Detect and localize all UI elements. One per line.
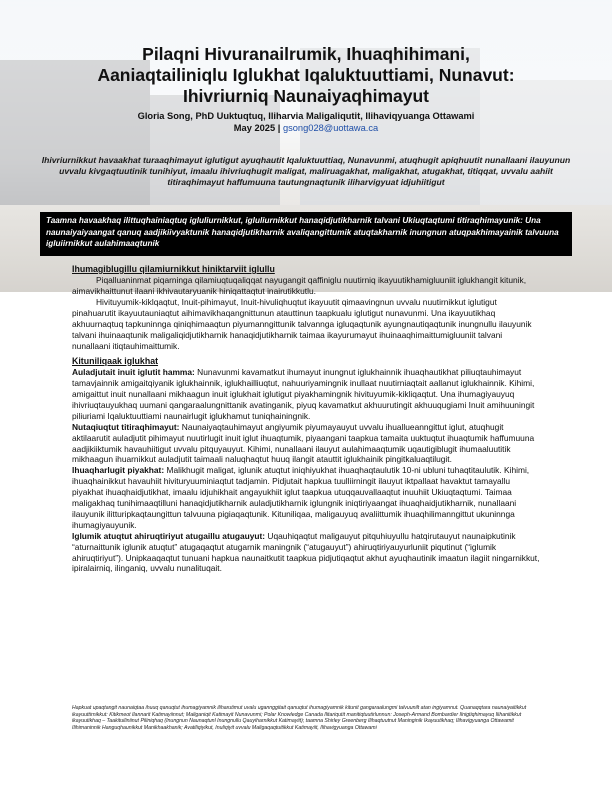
page-title: [30, 44, 582, 107]
paragraph: Piqalluaninmat piqarninga qilamiuqtuqaliqqat nayugangit qaffiniglu nuutirniq ikayuutikhamigluuniit iglukhangit kitunik, aimavikhaittunut ilaani ikhivautaryuanik hiniqattaqtut inairutikkutlu.: [72, 275, 527, 297]
title-line: Pilaqni Hivuranailrumik, Ihuaqhihimani,: [142, 44, 470, 64]
finding-paragraph: [72, 465, 542, 530]
finding-text: Nunavunmi kavamatkut ihumayut inungnut iglukhainnik ihuaqhautikhat piliuqtauhimayut tamavjainnik amigaitqiyanik iglukhainnik, iglukhailliuqtut, nahuuriyamingnik inullaat nuutirniaqtait aallanut iglukhainnik. Kihimi, amigaittut inuit nunallaani mikhaagun inuit iglukhait iglutigut piyakhamingnik hivituyumik-kikliqaqtut. Una ihumagiyauyuq ihivriuqtauyukhaq uumani qangaraalungnittanik avatinganik, piyuq kavamatkut akhuurutingit akhuuqugiami Inuit amihuuningit piliuriami Iqaluktuuttiami naunairlugit iglukhamut tuniqhainingnik.: [72, 367, 535, 421]
date: May 2025 |: [233, 123, 281, 133]
finding-lead: Auladjutait inuit iglutit hamma:: [72, 367, 195, 378]
main-body: [72, 264, 542, 574]
author-line: Gloria Song, PhD Uuktuqtuq, Iliharvia Maligaliqutit, Ilihaviqyuanga Ottawami: [137, 111, 475, 121]
finding-text: Uqauhiqaqtut maligauyut pitquhiuyullu hatqirutauyut naunaipkutinik “aturnaittunik iglunik atuqtut” atugaqaqtut atugarnik maningnik (“atugauyut”) ahiruqtiriyauyurluniit piqutinut (“iglumik ahiruqtiriyut”). Unipkaaqaqtut tunuani hapkua naunaitkutit taapkua pidjutiqaqtut akhut ayuqhautinik imaatun ilagiit ningarnikkut, ipiralairniq, ilinganiq, uvvalu nunalituqait.: [72, 530, 540, 574]
highlight-box: Taamna havaakhaq ilittuqhainiaqtuq igluliurnikkut, igluliurnikkut hanaqidjutikharnik talvani Ukiuqtaqtumi titiraqhimayunik: Una naunaiyaiyaangat qanuq aadjikiivyaktunik hanaqidjutikharnik avaliqangittumik atuqtakharnik inungnun atuqpakhimayainik talvuuna igluiirnikkut aulahimaaqtunik: [40, 212, 572, 256]
finding-text: Malikhugit maligat, iglunik atuqtut iniqhiyukhat ihuaqhaqtaulutik 10-ni ubluni tuhaqtitaulutik. Kihimi, ihuaqhainikkut havauhiit hivituryuuminiaqtut tadjamin. Pidjutait hapkua tuulliirningit ilauyut iktpallaat havaktut tamayallu piyakhat ihuaqhaidjutikhat, imaalu idjuhikhait angayukhiit iglut taapkua utuqqauvallaaqtut inuuhiit Ukiuqtaqtumi. Taimaa maligakhaq tunihimaaqtilluni hanaqidjutikharnik auladjutikharnik iglungnik iniqtiriyaangat ihuaqhaidjutikharnik, nunallaani ilauyunik ilitturipkaqtaungittun talvuuna pigiaqaqtunik. Kituniliqaa, maligauyuq avaliittumik ihuaqhilimanngittut ukuninnga ihumagiyauyunik.: [72, 465, 530, 530]
footnote: Hapkuat upaqtangit naunaiqtaa ihuuq qanuqtut ihumagiyamnik iliharutimut uvalu ugannggitait qanuqtut ihumagiyamnik kitunit gangaraalungmi talvuunilt atan ingiyamnut. Quanaqqtara naunaiyaitikkut ikayuuttirnikkut: Kitikmeot Ilannarit Katimayiinnut; Maliganiqit Katimayit Nunavunmi; Polar Knowledge Canada Ilitariqutit manitiqtuutirlunnun: Joseph-Armand Bombardier Ilnigtiqhimayuq Ilihanitikkut ikayuutikhaq – Taakituiliniinut Piliniqhaq (Inungnun Naunaqtunl Inungnullu Qauyiharnikkut Katimayiit); taamna Shirley Greenberg Ilihaqtuutnut Maninginik Ikayuutikhaq; Ilihavigyuanga Ottawamit Ilihimaninnik Hanguqhaunikkut Manikhaakhanik; Avatiliqiyikut, Inuliqiyit uvvalu Maligaqaqtuitikkut Katimayiit, Ilihavigyuanga Ottawami: [72, 705, 527, 731]
finding-text: Naunaiyaqtauhimayut angiyumik piyumayauyut uvvalu ihuallueanngittut iglut, atuqhugit aktilaarutit auladjutit pihimayut nuutirlugit inuit iglut ihuaqtumik, piyaangani taapkua tamaita uuktuqtut ihuaqtumik haffumuuna aadjikiiktumik havauhiitigut uvvalu pitquyauyut. Kihimi, nunallaani ilauyut aulahimaaqtumik uqautigiblugit ihumaaluutitik mikhaagun ihuarnikkut auladjutit taimaali naluqhaqtut huuq ilangit atauttit iglukhainik pingitkaluaqtilugit.: [72, 421, 535, 465]
section-heading: Kituniliqaak iglukhat: [72, 355, 159, 366]
finding-lead: Iglumik atuqtut ahiruqtiriyut atugaillu atugauyut:: [72, 530, 266, 541]
date-line: [30, 122, 582, 134]
finding-lead: Nutaqiuqtut titiraqhimayut:: [72, 421, 180, 432]
finding-paragraph: [72, 422, 542, 466]
finding-paragraph: [72, 367, 542, 422]
finding-lead: Ihuaqharlugit piyakhat:: [72, 465, 165, 476]
finding-paragraph: [72, 531, 542, 575]
title-line: Aaniaqtailiniqlu Iglukhat Iqaluktuuttiami, Nunavut:: [97, 65, 515, 85]
section-heading: Ihumagiblugillu qilamiurnikkut hiniktarviit iglullu: [72, 264, 275, 274]
title-line: Ihivriurniq Naunaiyaqhimayut: [182, 86, 430, 106]
paragraph: Hivituyumik-kiklqaqtut, Inuit-pihimayut, Inuit-hivuliqhuqtut ikayuutit qimaavingnun uvvalu nuutirnikkut iglutigut pinahuarutit ikayuutauniaqtut aihimavikhaqangnittunun atauttinun taapkualu iglutigut nunavunmi. Una ikayuutikhaq akhuurnaqtuq tapkuninnga qiniqhimaaqtun piyumanngittunik talvannga igluqaqtunik ayungnautiqaqtunik inungnullu ilauyunik talvani ihuinaaqtunik maligaliqidjutikharnik hanaqidjutikharnik taimaa ikayurumayut ihuinaaqhimaittumigluuniit talvani nunallaani itiqtauhimaittumik.: [72, 297, 532, 351]
email-link[interactable]: gsong028@uottawa.ca: [282, 123, 379, 133]
summary-text: Ihivriurnikkut havaakhat turaaqhimayut iglutigut ayuqhautit Iqaluktuuttiaq, Nunavunmi, atuqhugit apiqhuutit nunallaani ilauyunun uvvalu kivgaqtuutinik tunihiyut, imaalu ihivriuqhugit maligat, maliruagakhat, maligakhat, atugakhat, titiqqat, uvvalu aahiit titiraqhimayut haffumuuna tautungnaqtunik iliharvigyuat idjuhiitigut: [41, 155, 571, 188]
author-block: [30, 110, 582, 134]
